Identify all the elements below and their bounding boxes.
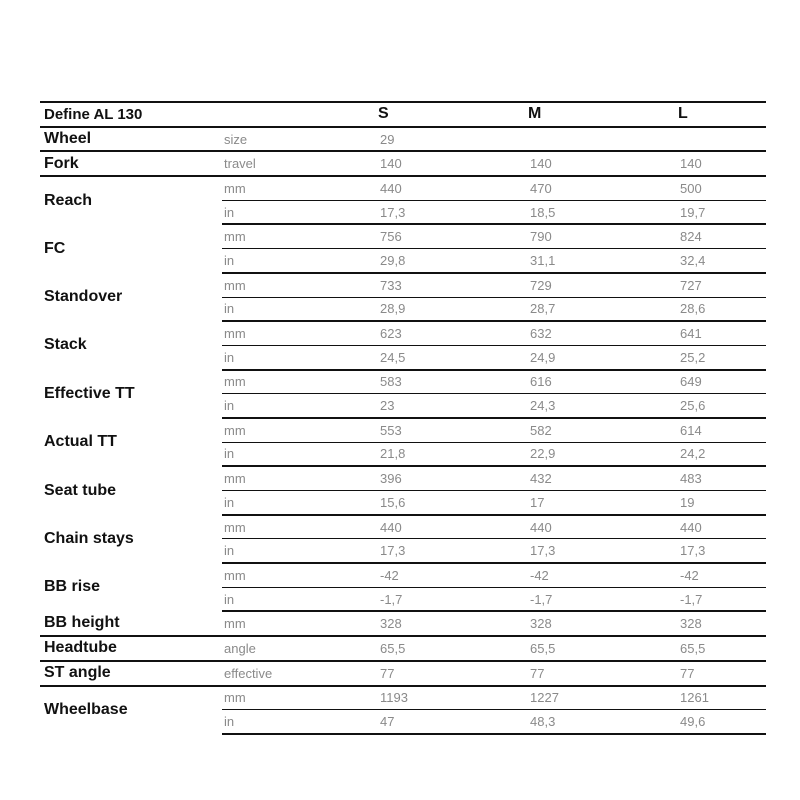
value-text: -1,7: [680, 591, 703, 607]
value-text: 29,8: [380, 252, 406, 268]
value-text: 21,8: [380, 446, 406, 462]
unit-label: mm: [222, 418, 378, 442]
row-label: FC: [44, 239, 66, 257]
value-cell-l: [678, 151, 766, 176]
value-text: -1,7: [380, 591, 403, 607]
value-cell-m: [528, 611, 678, 636]
value-cell-m: [528, 297, 678, 321]
value-cell-m: [528, 394, 678, 418]
value-cell-l: [678, 176, 766, 200]
value-text: 15,6: [380, 494, 406, 510]
value-cell-m: [528, 418, 678, 442]
row-label: ST angle: [40, 661, 222, 686]
value-cell-s: [378, 151, 528, 176]
value-cell-s: [378, 466, 528, 490]
value-text: 727: [680, 277, 702, 293]
table-row: [40, 176, 766, 200]
unit-label: mm: [222, 466, 378, 490]
table-row: [40, 127, 766, 152]
value-cell-m: [528, 539, 678, 563]
value-cell-m: [528, 587, 678, 611]
value-cell-s: [378, 370, 528, 394]
value-cell-l: [678, 394, 766, 418]
value-text: -42: [680, 567, 699, 583]
value-text: 77: [530, 665, 545, 681]
value-text: 582: [530, 422, 552, 438]
value-text: 17,3: [380, 204, 406, 220]
value-cell-s: [378, 394, 528, 418]
value-cell-s: [378, 321, 528, 345]
value-cell-s: [378, 224, 528, 248]
unit-label: in: [222, 200, 378, 224]
value-cell-s: [378, 636, 528, 661]
value-cell-s: [378, 442, 528, 466]
table-row: [40, 466, 766, 490]
value-text: 583: [380, 374, 402, 390]
value-cell-l: [678, 249, 766, 273]
row-label: Stack: [44, 336, 87, 354]
value-cell-m: [528, 491, 678, 515]
unit-label: in: [222, 442, 378, 466]
value-text: 77: [680, 665, 695, 681]
value-text: 1261: [680, 690, 709, 706]
geometry-table-container: [40, 101, 760, 735]
value-cell-m: [528, 345, 678, 369]
value-text: 47: [380, 714, 395, 730]
value-cell-l: [678, 297, 766, 321]
value-text: 440: [380, 519, 402, 535]
table-title: Define AL 130: [40, 102, 222, 127]
value-text: 649: [680, 374, 702, 390]
value-cell-s: [378, 176, 528, 200]
value-cell-m: [528, 686, 678, 710]
value-text: 22,9: [530, 446, 556, 462]
value-text: 440: [380, 180, 402, 196]
value-text: 24,9: [530, 349, 556, 365]
value-text: 48,3: [530, 714, 556, 730]
row-label: Wheel: [40, 127, 222, 152]
value-text: 328: [680, 616, 702, 632]
value-cell-s: [378, 710, 528, 734]
value-text: 553: [380, 422, 402, 438]
value-cell-s: [378, 611, 528, 636]
size-l-header: L: [678, 102, 766, 127]
row-label: Seat tube: [44, 481, 117, 499]
value-text: 140: [380, 156, 402, 172]
table-row: [40, 418, 766, 442]
value-cell-l: [678, 273, 766, 297]
unit-label: mm: [222, 273, 378, 297]
unit-label: in: [222, 345, 378, 369]
value-cell-m: [528, 249, 678, 273]
value-text: 31,1: [530, 252, 556, 268]
unit-label: mm: [222, 611, 378, 636]
value-cell-s: [378, 273, 528, 297]
size-s-header: S: [378, 102, 528, 127]
value-cell-s: [378, 686, 528, 710]
value-text: 23: [380, 398, 395, 414]
value-text: 440: [530, 519, 552, 535]
table-row: [40, 563, 766, 587]
value-cell-l: [678, 418, 766, 442]
unit-label: size: [222, 127, 378, 152]
value-text: 432: [530, 471, 552, 487]
value-text: 29: [380, 131, 395, 147]
value-text: 790: [530, 229, 552, 245]
header-row: [40, 102, 766, 127]
table-row: [40, 686, 766, 710]
row-label: Standover: [44, 288, 123, 305]
table-row: [40, 636, 766, 661]
value-cell-m: [528, 224, 678, 248]
value-text: 24,5: [380, 349, 406, 365]
value-cell-l: [678, 370, 766, 394]
row-label: Actual TT: [44, 433, 117, 451]
value-cell-s: [378, 345, 528, 369]
value-text: 328: [380, 616, 402, 632]
value-cell-m: [528, 442, 678, 466]
size-m-header: M: [528, 102, 678, 127]
value-cell-s: [378, 249, 528, 273]
value-text: 28,6: [680, 301, 706, 317]
value-cell-l: [678, 345, 766, 369]
unit-label: effective: [222, 661, 378, 686]
row-label: Headtube: [40, 636, 222, 661]
unit-label: mm: [222, 224, 378, 248]
value-cell-l: [678, 321, 766, 345]
value-cell-l: [678, 491, 766, 515]
table-row: [40, 515, 766, 539]
value-cell-l: [678, 442, 766, 466]
header-unit-blank: [222, 102, 378, 127]
value-text: 18,5: [530, 204, 556, 220]
value-cell-l: [678, 636, 766, 661]
row-label: BB rise: [44, 578, 101, 596]
unit-label: mm: [222, 370, 378, 394]
value-text: 17,3: [680, 543, 706, 559]
value-cell-l: [678, 224, 766, 248]
unit-label: in: [222, 394, 378, 418]
geometry-table: [40, 101, 766, 735]
value-text: 500: [680, 180, 702, 196]
table-row: [40, 611, 766, 636]
value-cell-m: [528, 127, 678, 152]
unit-label: mm: [222, 321, 378, 345]
value-cell-s: [378, 418, 528, 442]
value-cell-l: [678, 587, 766, 611]
value-cell-m: [528, 515, 678, 539]
value-text: 440: [680, 519, 702, 535]
value-text: 623: [380, 326, 402, 342]
value-cell-m: [528, 176, 678, 200]
unit-label: in: [222, 297, 378, 321]
value-text: 25,2: [680, 349, 706, 365]
value-text: 729: [530, 277, 552, 293]
value-text: 470: [530, 180, 552, 196]
value-text: 28,9: [380, 301, 406, 317]
unit-label: in: [222, 491, 378, 515]
value-text: 17,3: [530, 543, 556, 559]
value-text: -42: [380, 567, 399, 583]
value-cell-l: [678, 515, 766, 539]
table-row: [40, 224, 766, 248]
value-text: 733: [380, 277, 402, 293]
value-text: 49,6: [680, 714, 706, 730]
unit-label: travel: [222, 151, 378, 176]
value-cell-m: [528, 370, 678, 394]
value-cell-l: [678, 127, 766, 152]
value-cell-s: [378, 491, 528, 515]
table-row: [40, 273, 766, 297]
value-text: 19,7: [680, 204, 706, 220]
row-label: Effective TT: [44, 384, 135, 402]
value-text: 328: [530, 616, 552, 632]
value-cell-l: [678, 611, 766, 636]
row-label: Chain stays: [44, 529, 134, 547]
unit-label: mm: [222, 176, 378, 200]
value-text: 65,5: [380, 640, 406, 656]
value-text: -42: [530, 567, 549, 583]
value-text: 396: [380, 471, 402, 487]
value-cell-m: [528, 661, 678, 686]
value-cell-m: [528, 710, 678, 734]
unit-label: in: [222, 539, 378, 563]
value-cell-m: [528, 273, 678, 297]
value-text: -1,7: [530, 591, 553, 607]
value-cell-m: [528, 636, 678, 661]
table-row: [40, 370, 766, 394]
value-text: 65,5: [680, 640, 706, 656]
value-cell-l: [678, 466, 766, 490]
value-cell-s: [378, 661, 528, 686]
value-cell-l: [678, 661, 766, 686]
value-cell-s: [378, 297, 528, 321]
value-text: 28,7: [530, 301, 556, 317]
row-label: Wheelbase: [44, 701, 128, 719]
value-cell-s: [378, 539, 528, 563]
unit-label: angle: [222, 636, 378, 661]
value-text: [528, 132, 530, 147]
value-cell-m: [528, 200, 678, 224]
value-cell-s: [378, 563, 528, 587]
value-text: 632: [530, 326, 552, 342]
value-text: 140: [680, 156, 702, 172]
value-cell-l: [678, 563, 766, 587]
value-text: 1193: [380, 690, 408, 706]
row-label: Reach: [44, 191, 93, 209]
row-label: BB height: [40, 611, 222, 636]
value-text: 483: [680, 471, 702, 487]
value-cell-l: [678, 200, 766, 224]
row-label: Fork: [40, 151, 222, 176]
value-cell-s: [378, 127, 528, 152]
value-cell-s: [378, 587, 528, 611]
unit-label: in: [222, 249, 378, 273]
table-row: [40, 151, 766, 176]
value-text: 25,6: [680, 398, 706, 414]
value-text: 17: [530, 494, 545, 510]
value-text: 756: [380, 229, 402, 245]
table-row: [40, 661, 766, 686]
value-cell-s: [378, 200, 528, 224]
unit-label: in: [222, 710, 378, 734]
value-text: 616: [530, 374, 552, 390]
unit-label: in: [222, 587, 378, 611]
value-text: 77: [380, 665, 395, 681]
value-cell-l: [678, 686, 766, 710]
value-cell-m: [528, 151, 678, 176]
value-text: 824: [680, 229, 702, 245]
unit-label: mm: [222, 686, 378, 710]
unit-label: mm: [222, 563, 378, 587]
value-text: [678, 132, 680, 147]
unit-label: mm: [222, 515, 378, 539]
value-text: 19: [680, 494, 695, 510]
value-cell-m: [528, 563, 678, 587]
value-text: 32,4: [680, 252, 706, 268]
value-text: 24,2: [680, 446, 706, 462]
value-text: 24,3: [530, 398, 556, 414]
value-cell-l: [678, 710, 766, 734]
value-text: 614: [680, 422, 702, 438]
value-cell-m: [528, 321, 678, 345]
table-row: [40, 321, 766, 345]
value-cell-l: [678, 539, 766, 563]
value-text: 140: [530, 156, 552, 172]
value-text: 17,3: [380, 543, 406, 559]
value-cell-m: [528, 466, 678, 490]
value-text: 1227: [530, 690, 559, 706]
value-text: 65,5: [530, 640, 556, 656]
value-cell-s: [378, 515, 528, 539]
value-text: 641: [680, 326, 702, 342]
